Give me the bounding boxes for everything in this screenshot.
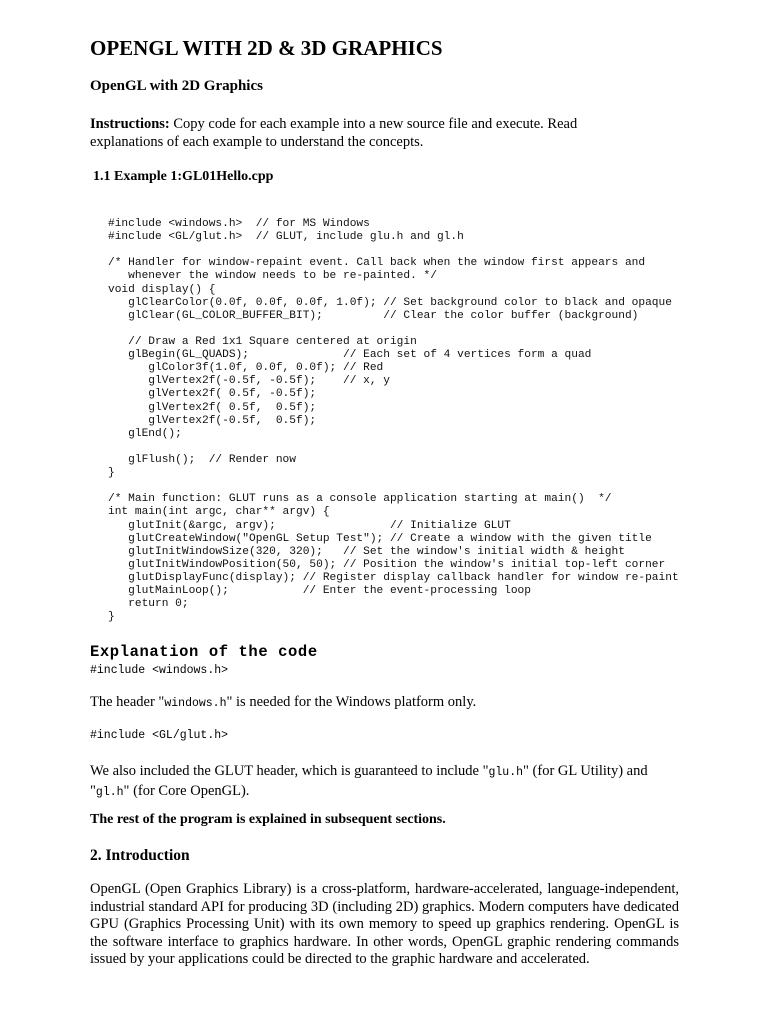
gl-h-code: gl.h [95,786,124,799]
p2-text-2: " (for GL Utility) and " [90,763,648,799]
code-line: /* Handler for window-repaint event. Call back when the window first appears and [108,257,646,270]
p1-text-after: " is needed for the Windows platform only. [226,694,477,710]
code-line: #include <windows.h> // for MS Windows [108,218,370,230]
code-line [108,480,679,493]
include-glut-line: #include <GL/glut.h> [90,729,229,742]
code-line [108,244,679,257]
introduction-heading: 2. Introduction [90,847,190,864]
rest-of-program-note: The rest of the program is explained in subsequent sections. [90,812,446,827]
glu-h-code: glu.h [488,766,524,779]
section-subtitle: OpenGL with 2D Graphics [90,78,263,94]
code-line: glutMainLoop(); // Enter the event-processing loop [108,585,531,598]
code-line: } [108,467,115,480]
p2-text-3: " (for Core OpenGL). [123,783,250,799]
explanation-heading: Explanation of the code [90,643,318,661]
windows-h-code: windows.h [164,697,227,710]
code-block [108,218,679,624]
code-line: #include <GL/glut.h> // GLUT, include glu.h and gl.h [108,231,464,244]
code-line: glutInit(&argc, argv); // Initialize GLUT [108,519,511,532]
code-line: /* Main function: GLUT runs as a console application starting at main() */ [108,493,612,506]
windows-header-paragraph [90,694,476,711]
instructions-paragraph [90,115,610,151]
code-line: glutCreateWindow("OpenGL Setup Test"); // Create a window with the given title [108,532,652,545]
code-line: glVertex2f(-0.5f, 0.5f); [108,414,317,427]
p2-text-1: We also included the GLUT header, which is guaranteed to include " [90,763,489,779]
code-line: int main(int argc, char** argv) { [108,506,330,519]
code-line: glutDisplayFunc(display); // Register display callback handler for window re-paint [108,571,679,584]
code-line: void display() { [108,283,216,296]
instructions-text: Copy code for each example into a new source file and execute. Read explanations of each example to understand the concepts. [90,116,578,150]
code-line [108,441,679,454]
code-line [108,323,679,336]
glut-header-paragraph [90,762,690,802]
include-windows-line: #include <windows.h> [90,664,229,677]
code-line: return 0; [108,598,189,611]
code-line: glColor3f(1.0f, 0.0f, 0.0f); // Red [108,362,384,375]
p1-text-before: The header " [90,694,165,710]
code-line: glVertex2f( 0.5f, -0.5f); [108,388,317,401]
code-line: glVertex2f( 0.5f, 0.5f); [108,401,317,414]
introduction-paragraph: OpenGL (Open Graphics Library) is a cross-platform, hardware-accelerated, language-independent, industrial standard API for producing 3D (including 2D) graphics. Modern computers have dedicated GPU (Graphics Processing Unit) with its own memory to speed up graphics rendering. OpenGL is the software interface to graphics hardware. In other words, OpenGL graphic rendering commands issued by your applications could be directed to the graphic hardware and accelerated. [90,881,679,967]
instructions-label: Instructions: [90,116,170,132]
example-title: 1.1 Example 1:GL01Hello.cpp [93,169,274,184]
code-line: glutInitWindowSize(320, 320); // Set the window's initial width & height [108,545,625,558]
code-line: whenever the window needs to be re-painted. */ [108,270,437,283]
code-line: glClearColor(0.0f, 0.0f, 0.0f, 1.0f); // Set background color to black and opaque [108,296,672,309]
code-line: glFlush(); // Render now [108,453,296,466]
code-line: } [108,611,115,624]
code-line: glBegin(GL_QUADS); // Each set of 4 vertices form a quad [108,349,592,362]
document-title: OPENGL WITH 2D & 3D GRAPHICS [90,36,443,60]
code-line: glEnd(); [108,427,182,440]
code-line: glVertex2f(-0.5f, -0.5f); // x, y [108,375,390,388]
code-line: glClear(GL_COLOR_BUFFER_BIT); // Clear the color buffer (background) [108,309,639,322]
code-line: glutInitWindowPosition(50, 50); // Position the window's initial top-left corner [108,558,666,571]
code-line: // Draw a Red 1x1 Square centered at origin [108,335,417,348]
